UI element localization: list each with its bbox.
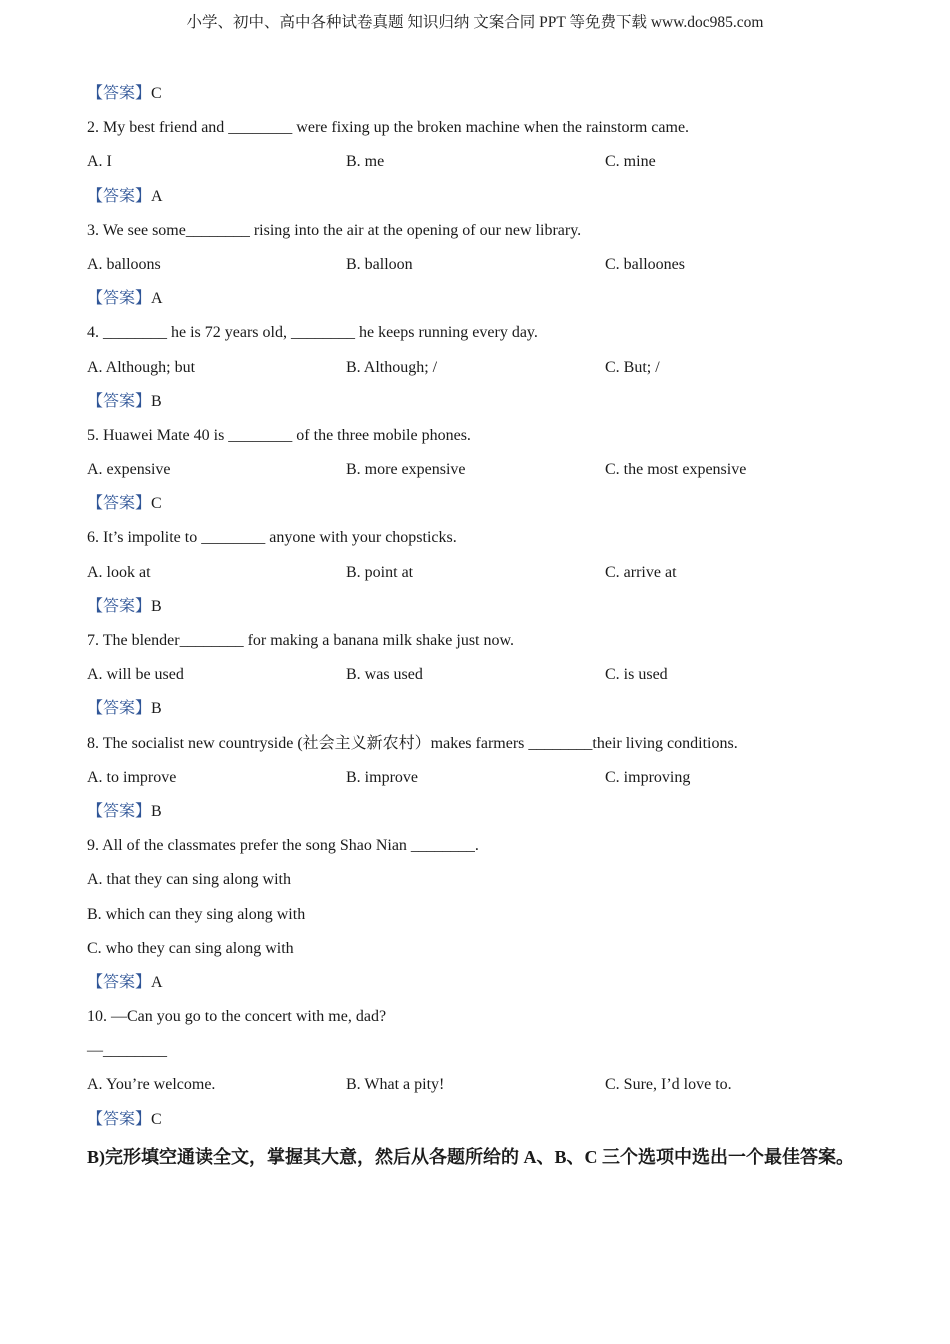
- answer-line-q7: [87, 692, 877, 726]
- answer-value: A: [151, 973, 163, 991]
- section-b-heading: B)完形填空通读全文，掌握其大意，然后从各题所给的 A、B、C 三个选项中选出一个最佳答案。: [87, 1146, 854, 1167]
- answer-line-q3: [87, 282, 877, 316]
- question-list: [87, 77, 877, 1176]
- option-b: B. me: [346, 153, 385, 171]
- option-a: A. You’re welcome.: [87, 1076, 216, 1094]
- answer-value: C: [151, 495, 162, 513]
- options-q5: [87, 453, 877, 487]
- answer-value: B: [151, 392, 162, 410]
- answer-label: 【答案】: [87, 187, 152, 205]
- answer-value: B: [151, 597, 162, 615]
- answer-line-q4: [87, 385, 877, 419]
- answer-label: 【答案】: [87, 597, 152, 615]
- answer-value: C: [151, 1110, 162, 1128]
- option-b: B. Although; /: [346, 358, 438, 376]
- option-a: A. Although; but: [87, 358, 196, 376]
- option-c: C. the most expensive: [605, 461, 747, 479]
- option-b: B. more expensive: [346, 461, 466, 479]
- answer-label: 【答案】: [87, 392, 152, 410]
- options-q2: [87, 145, 877, 179]
- question-stem-q8: 8. The socialist new countryside (社会主义新农村）makes farmers ________their living conditions.: [87, 734, 738, 752]
- answer-value: B: [151, 802, 162, 820]
- option-a: A. will be used: [87, 666, 184, 684]
- answer-line-q5: [87, 487, 877, 521]
- question-stem-q6: 6. It’s impolite to ________ anyone with your chopsticks.: [87, 529, 457, 547]
- option-a: A. balloons: [87, 255, 161, 273]
- option-b: B. improve: [346, 768, 418, 786]
- question-stem-q4: 4. ________ he is 72 years old, ________ he keeps running every day.: [87, 324, 538, 342]
- options-q10: [87, 1068, 877, 1102]
- answer-line-q6: [87, 590, 877, 624]
- question-stem-q2: 2. My best friend and ________ were fixing up the broken machine when the rainstorm came.: [87, 119, 690, 137]
- option-c: C. Sure, I’d love to.: [605, 1076, 732, 1094]
- option-c: C. who they can sing along with: [87, 939, 294, 957]
- option-c: C. But; /: [605, 358, 660, 376]
- option-b: B. balloon: [346, 255, 413, 273]
- question-stem-q7: 7. The blender________ for making a banana milk shake just now.: [87, 632, 515, 649]
- options-q8: [87, 761, 877, 795]
- option-c: C. improving: [605, 768, 691, 786]
- answer-label: 【答案】: [87, 802, 152, 820]
- option-a: A. expensive: [87, 461, 171, 479]
- question-stem-q9: 9. All of the classmates prefer the song Shao Nian ________.: [87, 837, 479, 855]
- option-b: B. was used: [346, 666, 423, 684]
- dialogue-reply-blank: —________: [87, 1042, 167, 1060]
- answer-line-q1: [87, 77, 877, 111]
- answer-label: 【答案】: [87, 290, 152, 308]
- answer-value: A: [151, 290, 163, 308]
- answer-label: 【答案】: [87, 495, 152, 513]
- option-c: C. arrive at: [605, 563, 677, 581]
- option-a: A. that they can sing along with: [87, 871, 291, 889]
- question-stem-q10: 10. —Can you go to the concert with me, dad?: [87, 1008, 387, 1026]
- option-a: A. I: [87, 153, 112, 171]
- option-b: B. What a pity!: [346, 1076, 445, 1094]
- options-q3: [87, 248, 877, 282]
- option-b: B. which can they sing along with: [87, 905, 306, 923]
- question-stem-q5: 5. Huawei Mate 40 is ________ of the three mobile phones.: [87, 426, 471, 444]
- answer-line-q10: [87, 1103, 877, 1137]
- answer-label: 【答案】: [87, 1110, 152, 1128]
- option-c: C. balloones: [605, 255, 685, 273]
- options-q4: [87, 351, 877, 385]
- option-a: A. look at: [87, 563, 151, 581]
- answer-value: B: [151, 700, 162, 718]
- option-b: B. point at: [346, 563, 414, 581]
- answer-line-q2: [87, 180, 877, 214]
- option-a: A. to improve: [87, 768, 177, 786]
- answer-line-q9: [87, 966, 877, 1000]
- page-header: 小学、初中、高中各种试卷真题 知识归纳 文案合同 PPT 等免费下载 www.doc985.com: [186, 14, 764, 31]
- answer-value: C: [151, 85, 162, 102]
- answer-label: 【答案】: [87, 973, 152, 991]
- answer-line-q8: [87, 795, 877, 829]
- answer-label: 【答案】: [87, 700, 152, 718]
- options-q7: [87, 658, 877, 692]
- answer-value: A: [151, 187, 163, 205]
- answer-label: 【答案】: [87, 85, 152, 102]
- option-c: C. is used: [605, 666, 668, 684]
- option-c: C. mine: [605, 153, 656, 171]
- options-q6: [87, 556, 877, 590]
- question-stem-q3: 3. We see some________ rising into the air at the opening of our new library.: [87, 221, 582, 239]
